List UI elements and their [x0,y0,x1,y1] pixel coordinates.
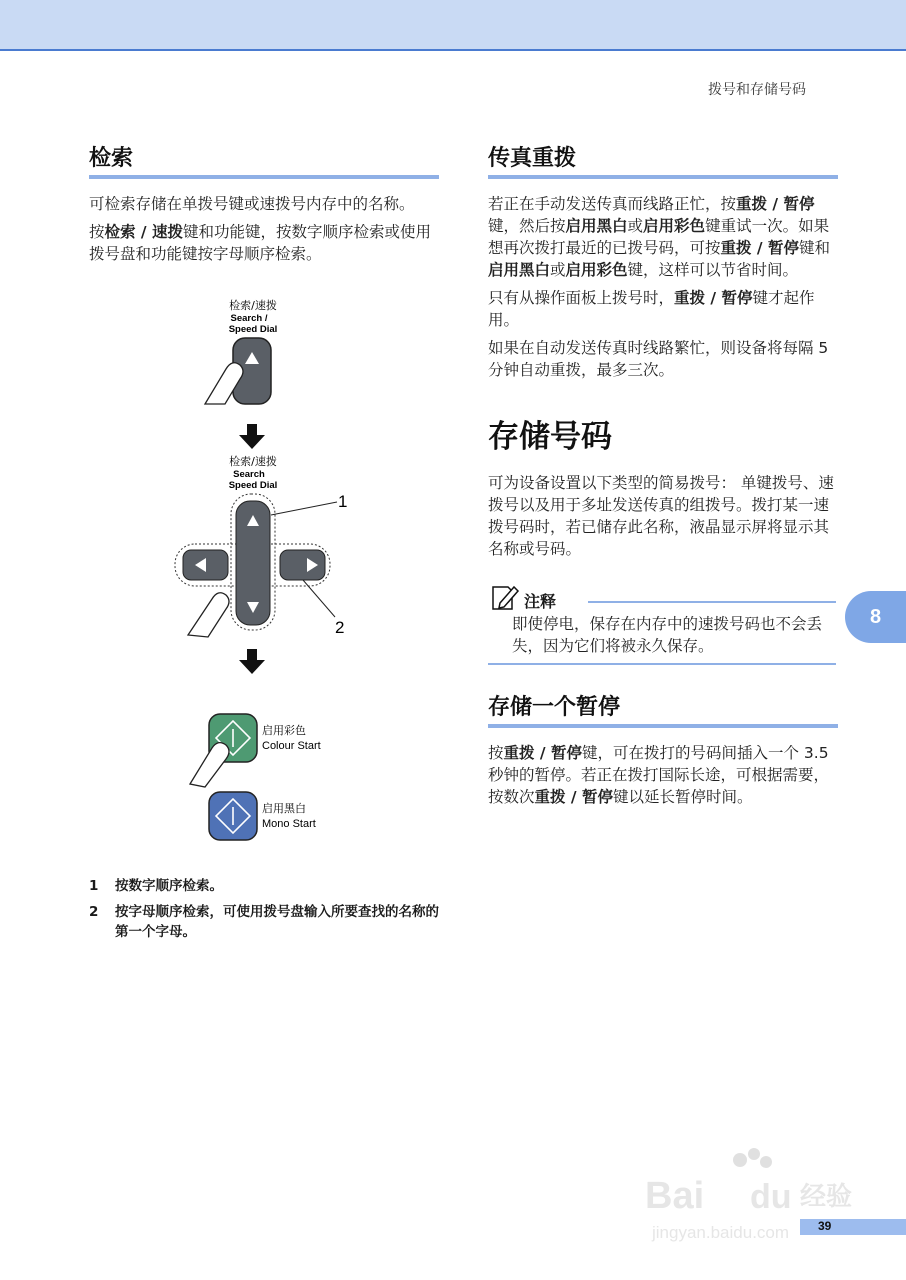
down-flow-arrow-icon [239,424,265,449]
redial-paragraph-3: 如果在自动发送传真时线路繁忙，则设备将每隔 5 分钟自动重拨，最多三次。 [488,339,829,379]
key1-label-cn: 检索/速拨 [229,299,277,312]
note-header [488,583,836,613]
note-pencil-icon [490,583,520,613]
key2-label-en1: Search [233,469,265,480]
note-rule-top [588,601,836,603]
note-title: 注释 [524,592,557,611]
colour-start-label-en: Colour Start [262,740,321,752]
key1-label-en2: Speed Dial [228,324,278,335]
numbered-list [89,876,439,948]
key1-label-en1: Search / [230,313,268,324]
redial-paragraph-1: 若正在手动发送传真而线路正忙，按重拨 / 暂停键，然后按启用黑白或启用彩色键重试一次。如果想再次拨打最近的已拨号码，可按重拨 / 暂停键和启用黑白或启用彩色键，这样可以节省时间。 [488,195,830,279]
pause-section [488,690,838,808]
header-band [0,0,906,51]
watermark-url: jingyan.baidu.com [652,1223,790,1242]
key2-label-cn: 检索/速拨 [229,455,277,468]
left-column [89,141,439,265]
callout-line-2 [303,580,335,617]
key2-label-en2: Speed Dial [228,480,278,491]
right-column [488,141,838,560]
panel-illustration-svg [170,297,370,857]
note-rule-bottom [488,663,836,665]
right-key [280,550,325,580]
finger-icon-2 [188,593,229,637]
chapter-tab[interactable]: 8 [845,591,906,643]
section-title-search: 检索 [89,141,439,179]
watermark-cn: 经验 [800,1182,853,1212]
page-number: 39 [818,1219,832,1233]
callout-line-1 [271,502,337,515]
mono-start-label-cn: 启用黑白 [262,802,306,815]
watermark-brand2: du [750,1178,792,1216]
search-paragraph-2: 按检索 / 速拨键和功能键，按数字顺序检索或使用拨号盘和功能键按字母顺序检索。 [89,223,431,263]
colour-start-label-cn: 启用彩色 [262,724,306,737]
callout-2: 2 [335,618,345,637]
chapter-heading-store: 存储号码 [488,419,612,455]
search-paragraph-1: 可检索存储在单拨号键或速拨号内存中的名称。 [89,195,415,213]
store-paragraph-1: 可为设备设置以下类型的简易拨号： 单键拨号、速拨号以及用于多址发送传真的组拨号。拨打某一速拨号码时，若已储存此名称，液晶显示屏将显示其名称或号码。 [488,474,834,558]
baidu-watermark [640,1140,860,1250]
callout-1: 1 [338,492,348,511]
down-flow-arrow-icon-2 [239,649,265,674]
watermark-brand: Bai [645,1175,705,1217]
list-item: 1 按数字顺序检索。 [89,878,223,894]
running-header: 拨号和存储号码 [708,82,806,98]
redial-paragraph-2: 只有从操作面板上拨号时，重拨 / 暂停键才起作用。 [488,289,815,329]
mono-start-label-en: Mono Start [262,818,316,830]
note-body: 即使停电，保存在内存中的速拨号码也不会丢失，因为它们将被永久保存。 [512,615,823,655]
section-title-redial: 传真重拨 [488,141,838,179]
list-item: 2 按字母顺序检索，可使用拨号盘输入所要查找的名称的第一个字母。 [89,904,439,940]
panel-illustration [170,297,370,857]
section-title-pause: 存储一个暂停 [488,690,838,728]
pause-paragraph-1: 按重拨 / 暂停键，可在拨打的号码间插入一个 3.5 秒钟的暂停。若正在拨打国际长途，可根据需要，按数次重拨 / 暂停键以延长暂停时间。 [488,744,830,806]
